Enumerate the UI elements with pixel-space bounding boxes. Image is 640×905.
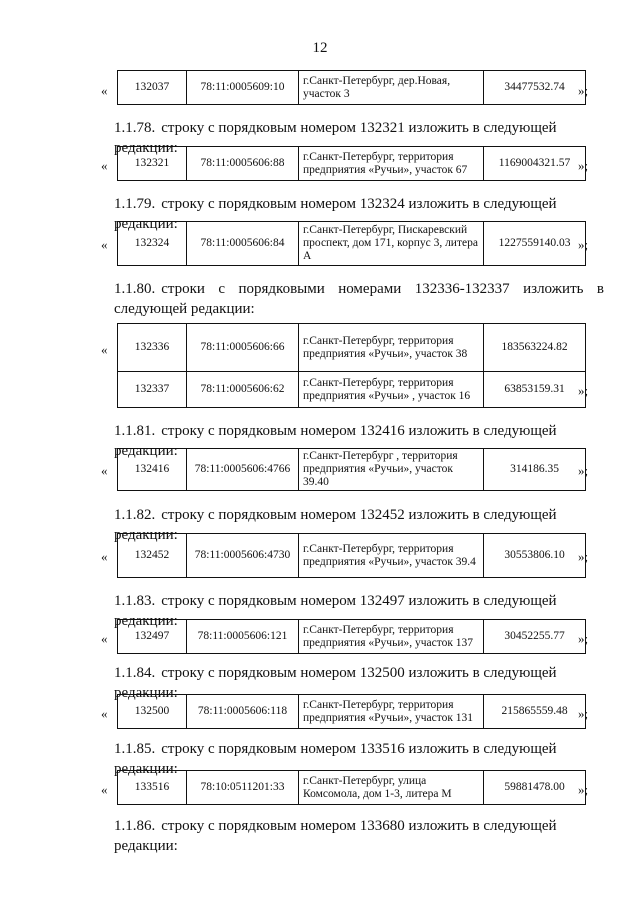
paragraph-number: 1.1.82.	[114, 507, 156, 523]
cell-value: 34477532.74	[484, 71, 586, 105]
cell-value: 59881478.00	[484, 771, 586, 805]
table-row	[118, 324, 586, 372]
paragraph	[114, 279, 604, 319]
record-table	[117, 448, 589, 491]
open-quote: «	[101, 706, 108, 721]
record-table	[117, 221, 589, 266]
record-table	[117, 533, 589, 578]
open-quote: «	[101, 549, 108, 564]
cell-address: г.Санкт-Петербург, территория предприятия «Ручьи», участок 38	[299, 324, 484, 372]
paragraph-number: 1.1.86.	[114, 818, 156, 834]
cell-cadastral: 78:11:0005606:4730	[187, 534, 299, 578]
close-quote: »;	[578, 158, 589, 173]
open-quote: «	[101, 631, 108, 646]
cell-number: 132324	[118, 222, 187, 266]
close-quote: »;	[578, 83, 589, 98]
close-quote: »;	[578, 463, 589, 478]
cell-cadastral: 78:11:0005606:88	[187, 147, 299, 181]
cell-value: 1227559140.03	[484, 222, 586, 266]
paragraph-number: 1.1.79.	[114, 196, 156, 212]
cell-value: 215865559.48	[484, 695, 586, 729]
record-table	[117, 323, 589, 408]
cell-number: 133516	[118, 771, 187, 805]
cell-number: 132337	[118, 372, 187, 408]
close-quote: »;	[578, 631, 589, 646]
cell-address: г.Санкт-Петербург, дер.Новая, участок 3	[299, 71, 484, 105]
cell-cadastral: 78:11:0005606:121	[187, 620, 299, 654]
paragraph-text: строку с порядковым номером 132497 изложить в следующей редакции:	[114, 593, 557, 629]
close-quote: »;	[578, 706, 589, 721]
open-quote: «	[101, 237, 108, 252]
close-quote: »;	[578, 237, 589, 252]
cell-number: 132452	[118, 534, 187, 578]
paragraph-text: строку с порядковым номером 132321 изложить в следующей редакции:	[114, 120, 557, 156]
cell-address: г.Санкт-Петербург, территория предприятия «Ручьи», участок 131	[299, 695, 484, 729]
cell-cadastral: 78:11:0005606:62	[187, 372, 299, 408]
cell-value: 1169004321.57	[484, 147, 586, 181]
cell-number: 132416	[118, 449, 187, 491]
cell-address: г.Санкт-Петербург, Пискаревский проспект, дом 171, корпус 3, литера А	[299, 222, 484, 266]
open-quote: «	[101, 342, 108, 357]
cell-address: г.Санкт-Петербург , территория предприятия «Ручьи», участок 39.40	[299, 449, 484, 491]
record-table	[117, 146, 589, 181]
cell-cadastral: 78:10:0511201:33	[187, 771, 299, 805]
paragraph-text: строку с порядковым номером 133680 изложить в следующей редакции:	[114, 818, 557, 854]
paragraph-number: 1.1.81.	[114, 423, 156, 439]
paragraph-text: строку с порядковым номером 132452 изложить в следующей редакции:	[114, 507, 557, 543]
cell-cadastral: 78:11:0005606:118	[187, 695, 299, 729]
cell-cadastral: 78:11:0005609:10	[187, 71, 299, 105]
cell-cadastral: 78:11:0005606:84	[187, 222, 299, 266]
cell-address: г.Санкт-Петербург, территория предприятия «Ручьи», участок 39.4	[299, 534, 484, 578]
table-row	[118, 372, 586, 408]
close-quote: »;	[578, 549, 589, 564]
paragraph-text: строку с порядковым номером 132324 изложить в следующей редакции:	[114, 196, 557, 232]
cell-value: 30452255.77	[484, 620, 586, 654]
cell-number: 132037	[118, 71, 187, 105]
paragraph-number: 1.1.83.	[114, 593, 156, 609]
cell-address: г.Санкт-Петербург, территория предприятия «Ручьи» , участок 16	[299, 372, 484, 408]
cell-cadastral: 78:11:0005606:4766	[187, 449, 299, 491]
open-quote: «	[101, 782, 108, 797]
record-table	[117, 770, 589, 805]
record-table	[117, 694, 589, 729]
open-quote: «	[101, 463, 108, 478]
open-quote: «	[101, 83, 108, 98]
page-number: 12	[312, 40, 328, 56]
paragraph-text: строку с порядковым номером 133516 изложить в следующей редакции:	[114, 741, 557, 777]
paragraph	[114, 816, 604, 856]
cell-value: 63853159.31	[484, 372, 586, 408]
close-quote: »;	[578, 383, 589, 398]
cell-number: 132321	[118, 147, 187, 181]
cell-address: г.Санкт-Петербург, территория предприятия «Ручьи», участок 67	[299, 147, 484, 181]
cell-number: 132500	[118, 695, 187, 729]
paragraph-text: строку с порядковым номером 132416 изложить в следующей редакции:	[114, 423, 557, 459]
record-table	[117, 619, 589, 654]
close-quote: »;	[578, 782, 589, 797]
open-quote: «	[101, 158, 108, 173]
cell-value: 30553806.10	[484, 534, 586, 578]
cell-number: 132336	[118, 324, 187, 372]
cell-cadastral: 78:11:0005606:66	[187, 324, 299, 372]
record-table	[117, 70, 589, 105]
cell-address: г.Санкт-Петербург, улица Комсомола, дом 1-3, литера М	[299, 771, 484, 805]
paragraph-number: 1.1.80.	[114, 281, 156, 297]
paragraph-number: 1.1.84.	[114, 665, 156, 681]
cell-value: 183563224.82	[484, 324, 586, 372]
cell-value: 314186.35	[484, 449, 586, 491]
paragraph-text: строку с порядковым номером 132500 изложить в следующей редакции:	[114, 665, 557, 701]
paragraph-number: 1.1.78.	[114, 120, 156, 136]
cell-address: г.Санкт-Петербург, территория предприятия «Ручьи», участок 137	[299, 620, 484, 654]
paragraph-text: строки с порядковыми номерами 132336-132337 изложить в следующей редакции:	[114, 281, 604, 317]
paragraph-number: 1.1.85.	[114, 741, 156, 757]
cell-number: 132497	[118, 620, 187, 654]
